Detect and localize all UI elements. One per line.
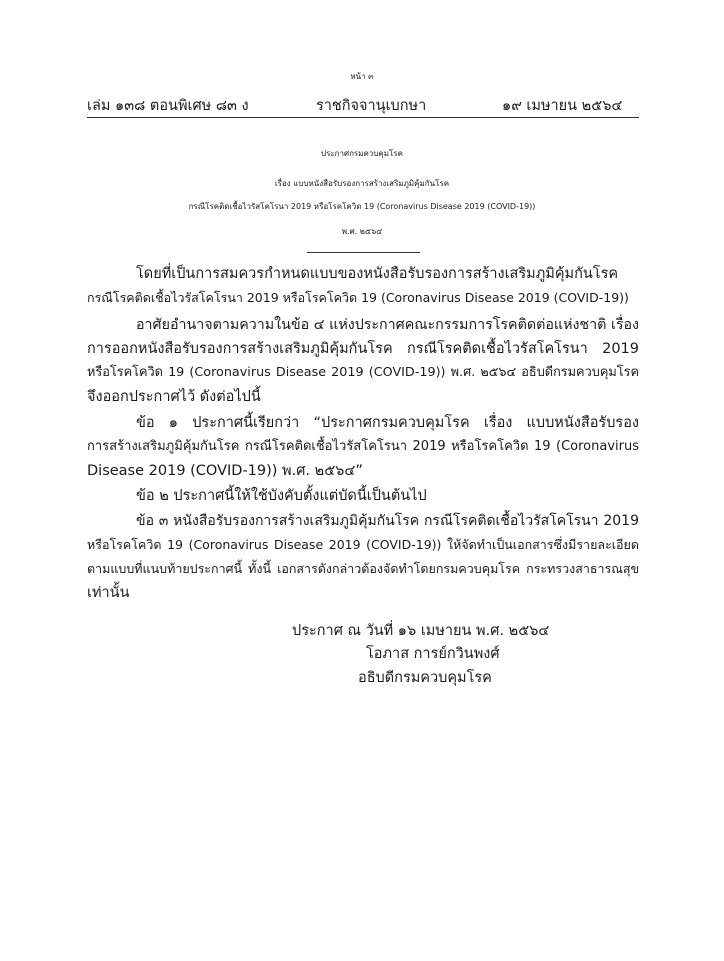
announcement-year: พ.ศ. ๒๕๖๔ <box>341 227 383 236</box>
signatory-name: โอภาส การย์กวินพงศ์ <box>366 646 500 662</box>
header-divider <box>87 117 639 118</box>
paragraph-1-line-1: โดยที่เป็นการสมควรกำหนดแบบของหนังสือรับรองการสร้างเสริมภูมิคุ้มกันโรค <box>136 266 619 282</box>
clause-3-line-3: ตามแบบที่แนบท้ายประกาศนี้ ทั้งนี้ เอกสารดังกล่าวต้องจัดทำโดยกรมควบคุมโรค กระทรวงสาธารณสุข <box>87 561 639 576</box>
paragraph-1-line-2: กรณีโรคติดเชื้อไวรัสโคโรนา 2019 หรือโรคโควิด 19 (Coronavirus Disease 2019 (COVID-19)) <box>87 290 629 305</box>
title-divider <box>307 252 420 253</box>
paragraph-2-line-3: หรือโรคโควิด 19 (Coronavirus Disease 2019 (COVID-19)) พ.ศ. ๒๕๖๔ อธิบดีกรมควบคุมโรค <box>87 365 639 380</box>
announcement-subject-cont: กรณีโรคติดเชื้อไวรัสโคโรนา 2019 หรือโรคโควิด 19 (Coronavirus Disease 2019 (COVID-19)) <box>188 202 536 211</box>
clause-3-line-2: หรือโรคโควิด 19 (Coronavirus Disease 2019 (COVID-19)) ให้จัดทำเป็นเอกสารซึ่งมีรายละเอียด <box>87 537 639 552</box>
clause-1-line-1: ข้อ ๑ ประกาศนี้เรียกว่า “ประกาศกรมควบคุมโรค เรื่อง แบบหนังสือรับรอง <box>136 415 639 431</box>
paragraph-2-line-4: จึงออกประกาศไว้ ดังต่อไปนี้ <box>87 389 261 405</box>
paragraph-2-line-2: การออกหนังสือรับรองการสร้างเสริมภูมิคุ้มกันโรค กรณีโรคติดเชื้อไวรัสโคโรนา 2019 <box>87 341 639 357</box>
paragraph-2-line-1: อาศัยอำนาจตามความในข้อ ๔ แห่งประกาศคณะกรรมการโรคติดต่อแห่งชาติ เรื่อง <box>136 317 639 333</box>
gazette-name: ราชกิจจานุเบกษา <box>316 98 427 114</box>
gazette-date: ๑๙ เมษายน ๒๕๖๔ <box>502 98 623 114</box>
announcement-subject: เรื่อง แบบหนังสือรับรองการสร้างเสริมภูมิคุ้มกันโรค <box>274 179 450 188</box>
clause-3-line-1: ข้อ ๓ หนังสือรับรองการสร้างเสริมภูมิคุ้มกันโรค กรณีโรคติดเชื้อไวรัสโคโรนา 2019 <box>136 513 639 529</box>
announcement-title: ประกาศกรมควบคุมโรค <box>321 149 403 158</box>
clause-2-line-1: ข้อ ๒ ประกาศนี้ให้ใช้บังคับตั้งแต่บัดนี้เป็นต้นไป <box>136 488 427 504</box>
announcement-date: ประกาศ ณ วันที่ ๑๖ เมษายน พ.ศ. ๒๕๖๔ <box>292 623 550 639</box>
page-number: หน้า ๓ <box>350 72 374 81</box>
clause-1-line-2: การสร้างเสริมภูมิคุ้มกันโรค กรณีโรคติดเชื้อไวรัสโคโรนา 2019 หรือโรคโควิด 19 (Coronavirus <box>87 439 639 454</box>
signatory-position: อธิบดีกรมควบคุมโรค <box>358 670 492 686</box>
volume-issue: เล่ม ๑๓๘ ตอนพิเศษ ๘๓ ง <box>87 98 249 114</box>
clause-3-line-4: เท่านั้น <box>87 585 130 601</box>
clause-1-line-3: Disease 2019 (COVID-19)) พ.ศ. ๒๕๖๔” <box>87 463 363 479</box>
